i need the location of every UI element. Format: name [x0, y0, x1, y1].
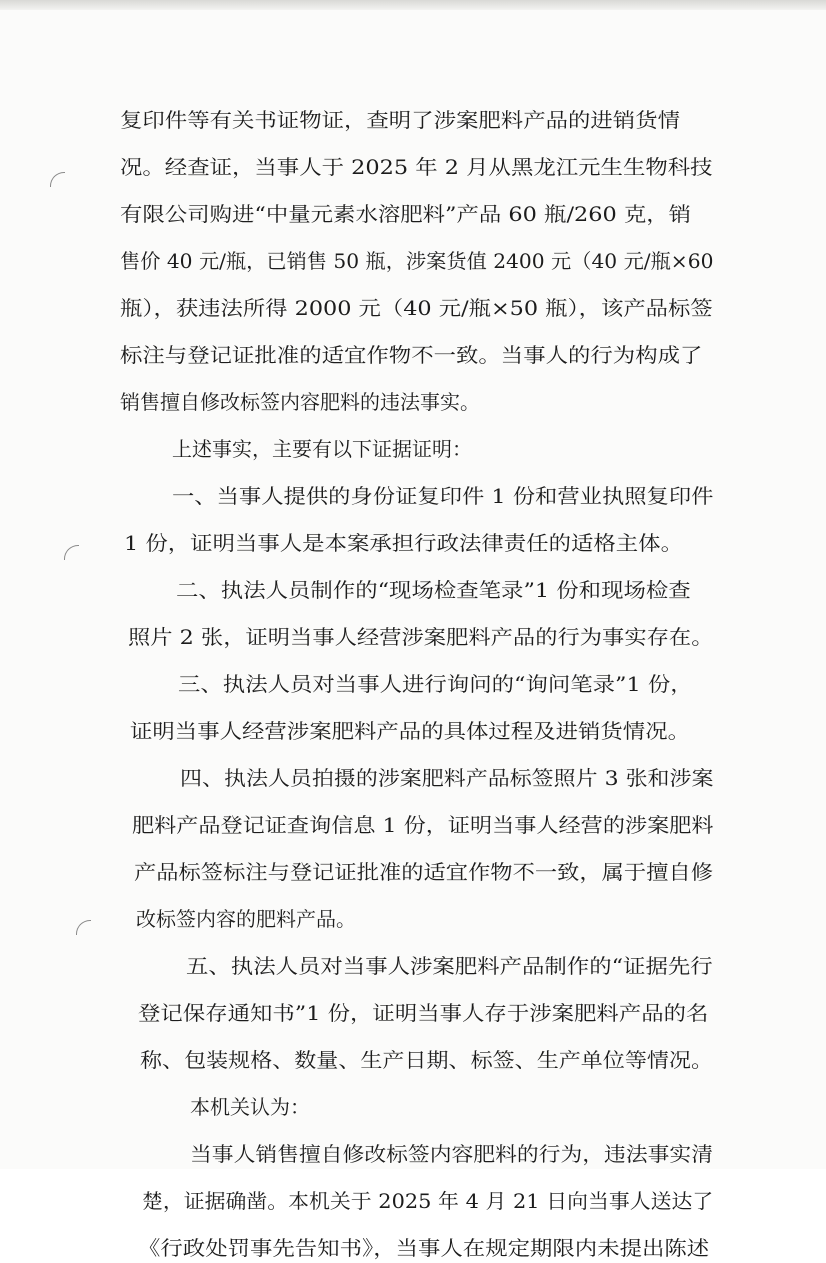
binding-hole-mark	[50, 172, 65, 187]
body-line: 肥料产品登记证查询信息 1 份，证明当事人经营的涉案肥料	[132, 813, 714, 837]
body-line: 当事人销售擅自修改标签内容肥料的行为，违法事实清	[190, 1142, 713, 1166]
body-line: 证明当事人经营涉案肥料产品的具体过程及进销货情况。	[130, 719, 690, 743]
scan-top-edge	[0, 0, 826, 10]
body-line: 四、执法人员拍摄的涉案肥料产品标签照片 3 张和涉案	[180, 766, 714, 790]
body-line: 《行政处罚事先告知书》，当事人在规定期限内未提出陈述	[138, 1236, 710, 1260]
body-line: 产品标签标注与登记证批准的适宜作物不一致，属于擅自修	[134, 860, 713, 884]
body-line: 销售擅自修改标签内容肥料的违法事实。	[120, 390, 480, 414]
body-line: 登记保存通知书”1 份，证明当事人存于涉案肥料产品的名	[138, 1001, 709, 1025]
body-line: 况。经查证，当事人于 2025 年 2 月从黑龙江元生生物科技	[120, 155, 713, 179]
body-line: 复印件等有关书证物证，查明了涉案肥料产品的进销货情	[120, 108, 680, 132]
binding-hole-mark	[76, 920, 91, 935]
body-line: 二、执法人员制作的“现场检查笔录”1 份和现场检查	[176, 578, 691, 602]
body-line: 三、执法人员对当事人进行询问的“询问笔录”1 份，	[178, 672, 693, 696]
body-line: 标注与登记证批准的适宜作物不一致。当事人的行为构成了	[120, 343, 703, 367]
body-line: 有限公司购进“中量元素水溶肥料”产品 60 瓶/260 克，销	[120, 202, 692, 226]
body-line: 售价 40 元/瓶，已销售 50 瓶，涉案货值 2400 元（40 元/瓶×60	[120, 249, 714, 273]
body-line: 本机关认为：	[190, 1095, 310, 1119]
body-line: 1 份，证明当事人是本案承担行政法律责任的适格主体。	[124, 531, 683, 555]
body-line: 称、包装规格、数量、生产日期、标签、生产单位等情况。	[140, 1048, 713, 1072]
body-line: 楚，证据确凿。本机关于 2025 年 4 月 21 日向当事人送达了	[142, 1189, 714, 1213]
body-line: 一、当事人提供的身份证复印件 1 份和营业执照复印件	[172, 484, 714, 508]
body-line: 照片 2 张，证明当事人经营涉案肥料产品的行为事实存在。	[128, 625, 714, 649]
binding-hole-mark	[64, 545, 79, 560]
body-line: 上述事实，主要有以下证据证明：	[172, 437, 472, 461]
body-line: 改标签内容的肥料产品。	[136, 907, 356, 931]
body-line: 瓶），获违法所得 2000 元（40 元/瓶×50 瓶），该产品标签	[120, 296, 713, 320]
body-line: 五、执法人员对当事人涉案肥料产品制作的“证据先行	[186, 954, 713, 978]
